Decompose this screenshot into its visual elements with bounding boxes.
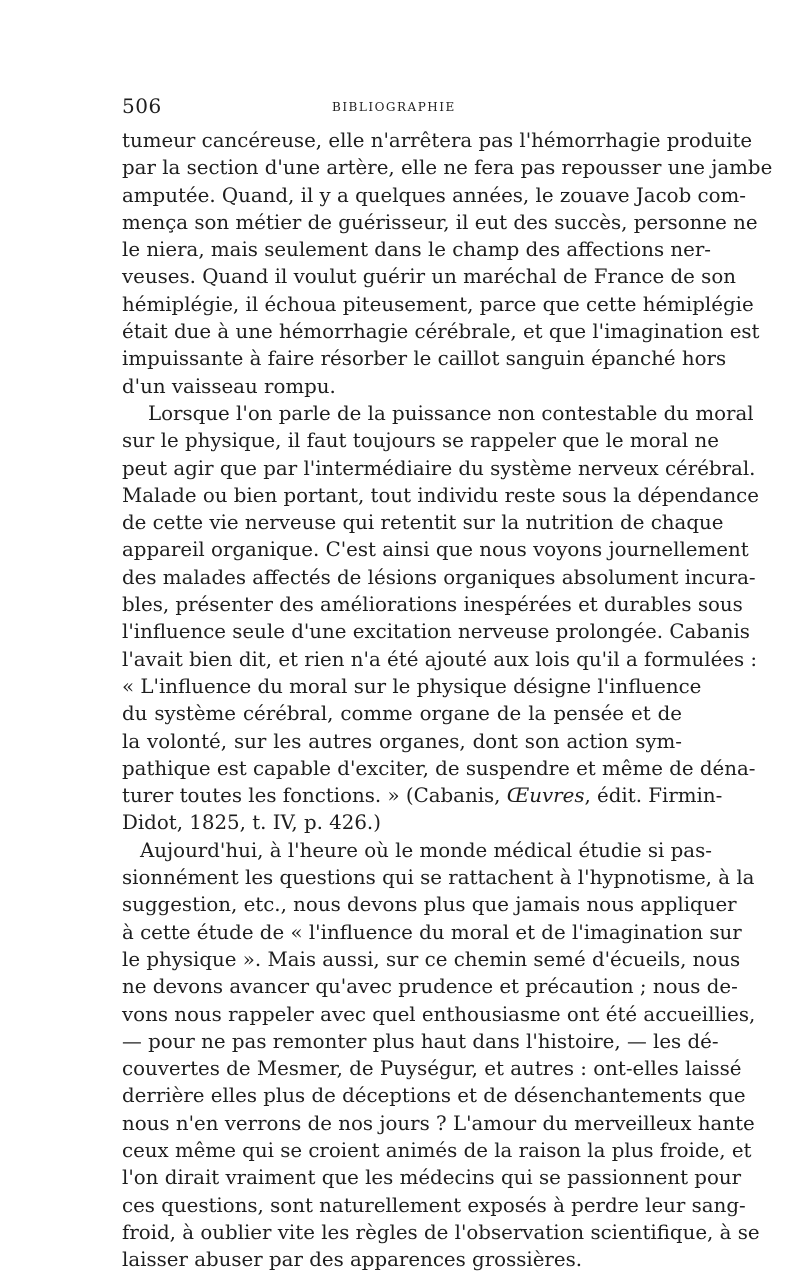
text-line: ne devons avancer qu'avec prudence et précaution ; nous de- — [122, 975, 738, 999]
citation-work-title: Œuvres — [506, 784, 585, 808]
text-line: hémiplégie, il échoua piteusement, parce que cette hémiplégie — [122, 292, 754, 316]
text-line: bles, présenter des améliorations inespérées et durables sous — [122, 593, 743, 617]
quote-line: du système cérébral, comme organe de la pensée et de — [122, 702, 682, 726]
text-line: froid, à oublier vite les règles de l'observation scientifique, à se — [122, 1220, 760, 1244]
text-line: par la section d'une artère, elle ne fera pas repousser une jambe — [122, 156, 773, 180]
text-line: sionnément les questions qui se rattachent à l'hypnotisme, à la — [122, 866, 755, 890]
text-line: sur le physique, il faut toujours se rappeler que le moral ne — [122, 429, 719, 453]
citation-edition: , édit. Firmin- — [584, 784, 723, 808]
text-line: suggestion, etc., nous devons plus que jamais nous appliquer — [122, 893, 737, 917]
text-line: était due à une hémorrhagie cérébrale, et que l'imagination est — [122, 320, 760, 344]
text-line: tumeur cancéreuse, elle n'arrêtera pas l'hémorrhagie produite — [122, 129, 753, 152]
text-line: le physique ». Mais aussi, sur ce chemin semé d'écueils, nous — [122, 947, 741, 971]
text-line: amputée. Quand, il y a quelques années, le zouave Jacob com- — [122, 183, 746, 207]
text-line: d'un vaisseau rompu. — [122, 374, 336, 398]
text-line: à cette étude de « l'influence du moral et de l'imagination sur — [122, 920, 742, 944]
text-line: l'influence seule d'une excitation nerveuse prolongée. Cabanis — [122, 620, 750, 644]
text-line: vons nous rappeler avec quel enthousiasme ont été accueillies, — [122, 1002, 756, 1026]
page-number: 506 — [122, 94, 162, 118]
quote-line: « L'influence du moral sur le physique désigne l'influence — [122, 674, 702, 698]
citation-text: turer toutes les fonctions. » (Cabanis, — [122, 784, 507, 808]
text-line: ces questions, sont naturellement exposés à perdre leur sang- — [122, 1193, 746, 1217]
page-header — [122, 94, 682, 118]
text-line: Malade ou bien portant, tout individu reste sous la dépendance — [122, 483, 759, 507]
paragraph-start-line: Aujourd'hui, à l'heure où le monde médical étudie si pas- — [140, 838, 712, 862]
text-line: de cette vie nerveuse qui retentit sur la nutrition de chaque — [122, 511, 724, 535]
quote-line: pathique est capable d'exciter, de suspendre et même de déna- — [122, 756, 756, 780]
text-line: des malades affectés de lésions organiques absolument incura- — [122, 565, 756, 589]
citation-line: Didot, 1825, t. IV, p. 426.) — [122, 811, 381, 835]
text-line: — pour ne pas remonter plus haut dans l'histoire, — les dé- — [122, 1029, 719, 1053]
text-line: peut agir que par l'intermédiaire du système nerveux cérébral. — [122, 456, 756, 480]
text-line: couvertes de Mesmer, de Puységur, et autres : ont-elles laissé — [122, 1057, 742, 1081]
text-line: impuissante à faire résorber le caillot sanguin épanché hors — [122, 347, 727, 371]
text-line: l'on dirait vraiment que les médecins qui se passionnent pour — [122, 1166, 742, 1190]
text-line: mença son métier de guérisseur, il eut des succès, personne ne — [122, 210, 758, 234]
text-line: le niera, mais seulement dans le champ des affections ner- — [122, 238, 711, 262]
paragraph-start-line: Lorsque l'on parle de la puissance non contestable du moral — [148, 401, 754, 425]
citation-line — [122, 782, 723, 809]
quote-line: la volonté, sur les autres organes, dont son action sym- — [122, 729, 682, 753]
running-head: BIBLIOGRAPHIE — [332, 100, 456, 114]
text-line: ceux même qui se croient animés de la raison la plus froide, et — [122, 1138, 752, 1162]
text-line: appareil organique. C'est ainsi que nous voyons journellement — [122, 538, 749, 562]
text-line: nous n'en verrons de nos jours ? L'amour du merveilleux hante — [122, 1111, 755, 1135]
text-line: veuses. Quand il voulut guérir un maréchal de France de son — [122, 265, 736, 289]
text-line: laisser abuser par des apparences grossières. — [122, 1248, 583, 1272]
body-text — [122, 127, 773, 1273]
text-line: l'avait bien dit, et rien n'a été ajouté aux lois qu'il a formulées : — [122, 647, 758, 671]
text-line: derrière elles plus de déceptions et de désenchantements que — [122, 1084, 746, 1108]
